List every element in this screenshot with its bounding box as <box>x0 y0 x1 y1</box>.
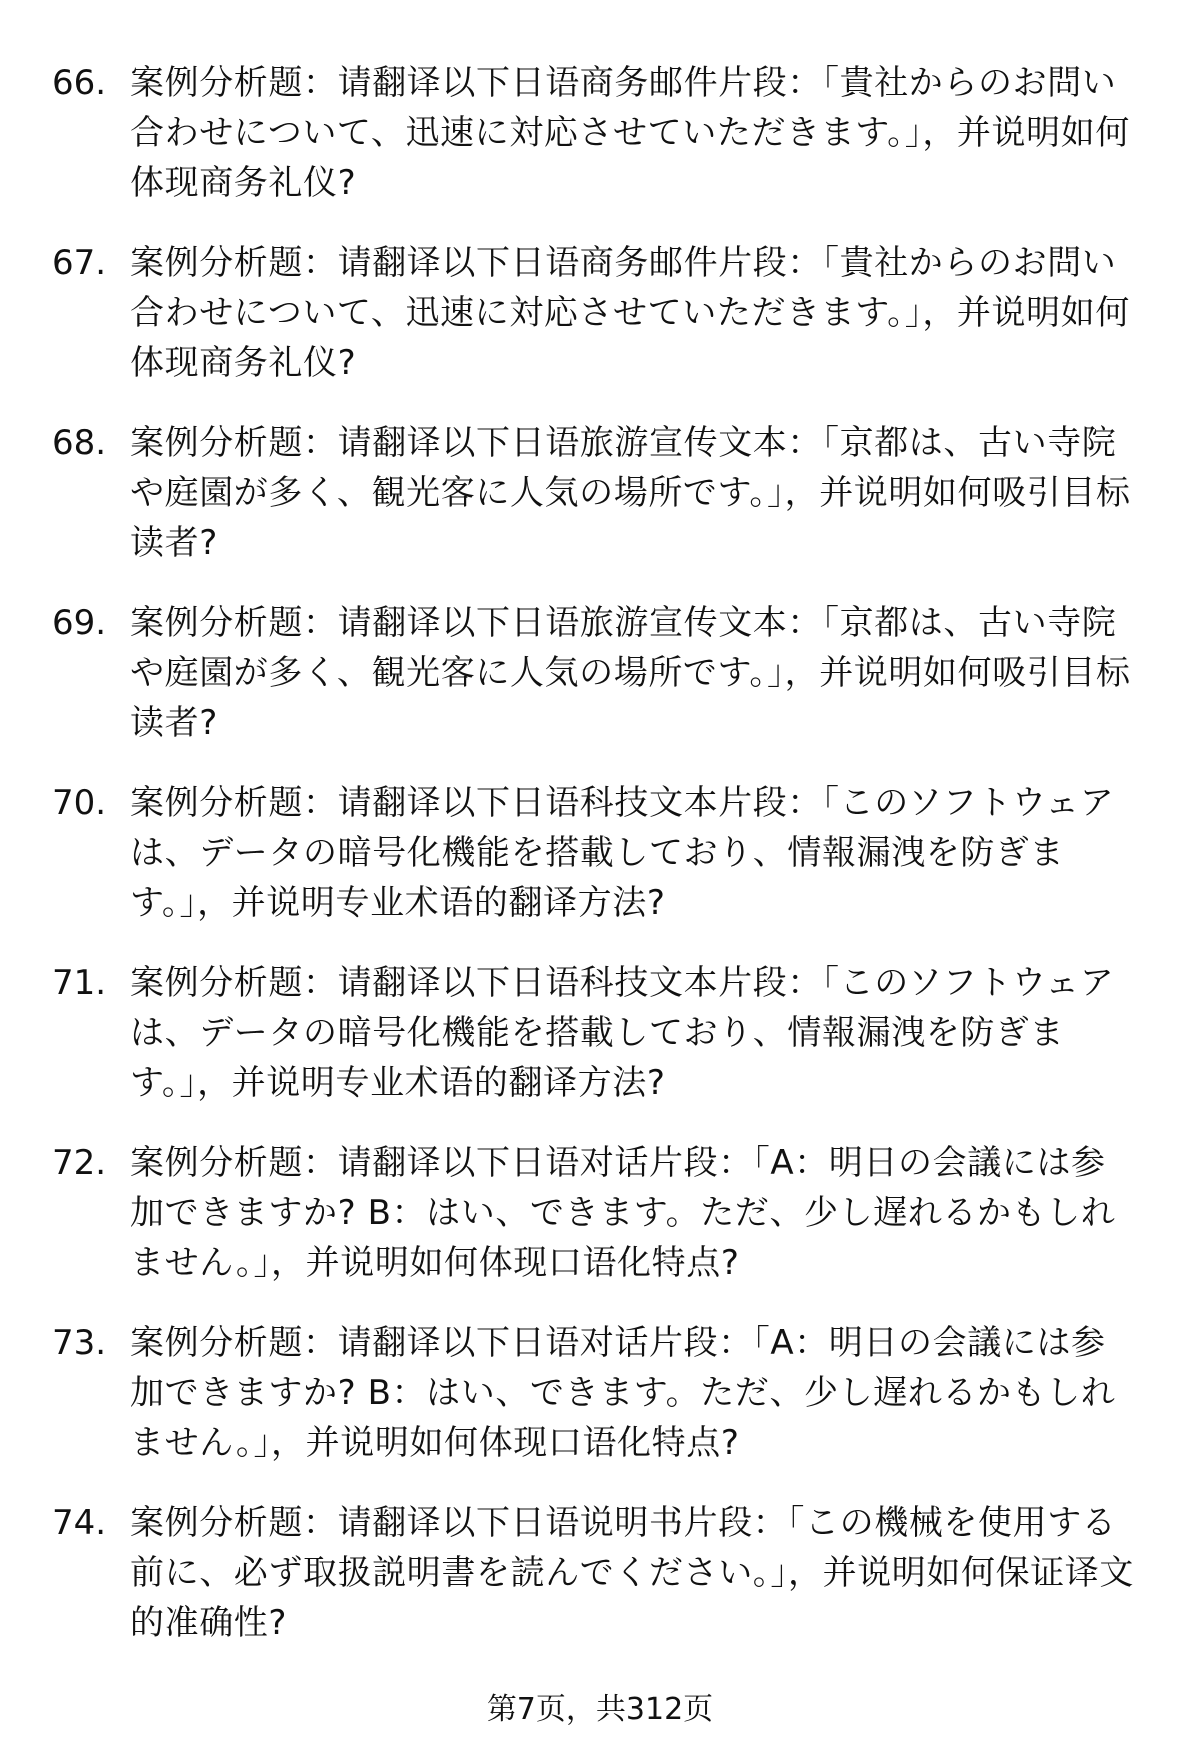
question-text: 案例分析题：请翻译以下日语科技文本片段：「このソフトウェアは、データの暗号化機能を搭載しており、情報漏洩を防ぎます。」，并说明专业术语的翻译方法? <box>130 963 1115 1103</box>
question-item <box>52 58 1142 216</box>
question-text: 案例分析题：请翻译以下日语对话片段：「A：明日の会議には参加できますか? B：はい、できます。ただ、少し遅れるかもしれません。」，并说明如何体现口语化特点? <box>130 1323 1116 1463</box>
question-text: 案例分析题：请翻译以下日语旅游宣传文本：「京都は、古い寺院や庭園が多く、観光客に人気の場所です。」，并说明如何吸引目标读者? <box>130 423 1131 563</box>
question-item <box>52 1138 1142 1296</box>
question-number: 69. <box>52 603 107 643</box>
question-item <box>52 1498 1142 1656</box>
question-number: 68. <box>52 423 107 463</box>
question-item <box>52 958 1142 1116</box>
question-number: 73. <box>52 1323 107 1363</box>
question-text: 案例分析题：请翻译以下日语旅游宣传文本：「京都は、古い寺院や庭園が多く、観光客に人気の場所です。」，并说明如何吸引目标读者? <box>130 603 1131 743</box>
question-item <box>52 598 1142 756</box>
question-text: 案例分析题：请翻译以下日语对话片段：「A：明日の会議には参加できますか? B：はい、できます。ただ、少し遅れるかもしれません。」，并说明如何体现口语化特点? <box>130 1143 1116 1283</box>
question-number: 70. <box>52 783 107 823</box>
page-footer <box>0 1690 1200 1730</box>
question-number: 74. <box>52 1503 107 1543</box>
question-item <box>52 418 1142 576</box>
page-number-label: 第7页，共312页 <box>486 1692 714 1727</box>
question-number: 67. <box>52 243 107 283</box>
question-number: 72. <box>52 1143 107 1183</box>
question-text: 案例分析题：请翻译以下日语说明书片段：「この機械を使用する前に、必ず取扱説明書を読んでください。」，并说明如何保证译文的准确性? <box>130 1503 1134 1643</box>
question-number: 66. <box>52 63 107 103</box>
question-item <box>52 238 1142 396</box>
question-item <box>52 778 1142 936</box>
question-text: 案例分析题：请翻译以下日语科技文本片段：「このソフトウェアは、データの暗号化機能を搭載しており、情報漏洩を防ぎます。」，并说明专业术语的翻译方法? <box>130 783 1115 923</box>
question-list <box>52 58 1142 1678</box>
question-text: 案例分析题：请翻译以下日语商务邮件片段：「貴社からのお問い合わせについて、迅速に対応させていただきます。」，并说明如何体现商务礼仪? <box>130 63 1130 203</box>
question-item <box>52 1318 1142 1476</box>
question-text: 案例分析题：请翻译以下日语商务邮件片段：「貴社からのお問い合わせについて、迅速に対応させていただきます。」，并说明如何体现商务礼仪? <box>130 243 1130 383</box>
question-number: 71. <box>52 963 107 1003</box>
